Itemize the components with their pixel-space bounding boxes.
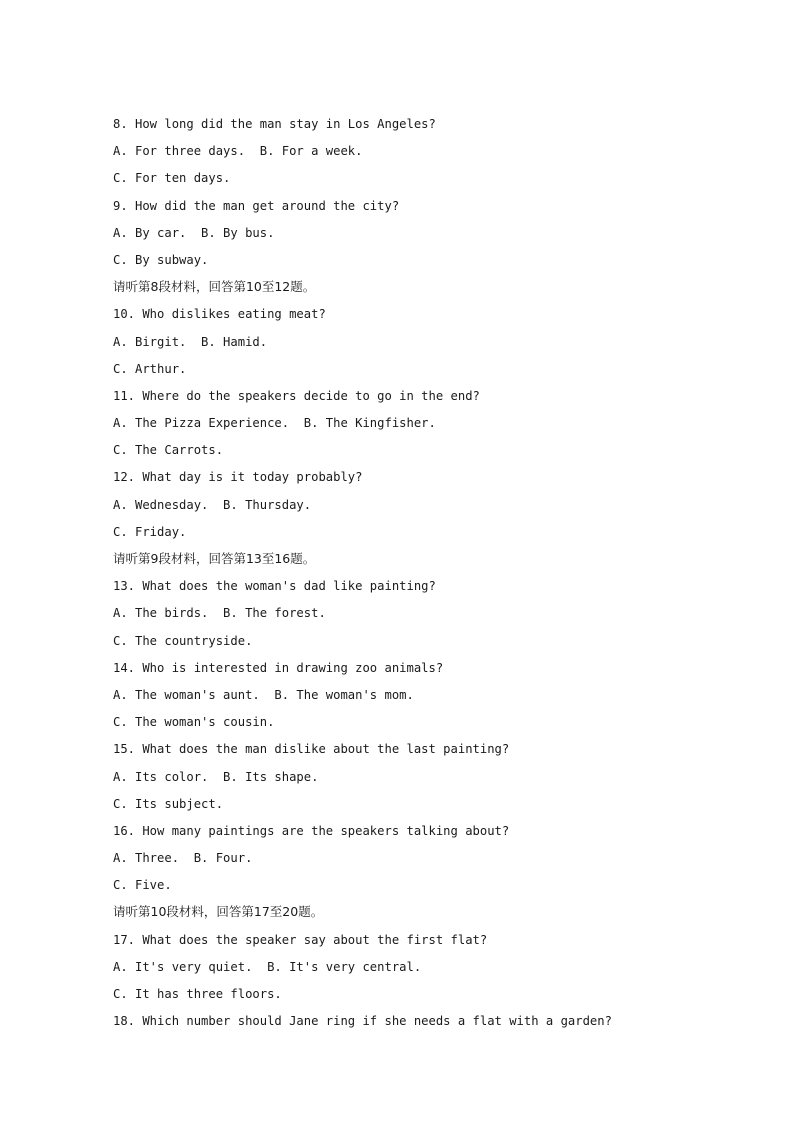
question-12-options-ab: A. Wednesday. B. Thursday. (113, 497, 312, 512)
section-instruction-8: 请听第8段材料，回答第10至12题。 (113, 279, 316, 295)
question-9: 9. How did the man get around the city? (113, 198, 400, 213)
question-8: 8. How long did the man stay in Los Angeles? (113, 117, 436, 131)
question-15: 15. What does the man dislike about the last painting? (113, 742, 510, 757)
question-13-option-c: C. The countryside. (113, 633, 253, 648)
question-9-options-ab: A. By car. B. By bus. (113, 225, 275, 240)
question-9-option-c: C. By subway. (113, 252, 209, 267)
section-instruction-10: 请听第10段材料，回答第17至20题。 (113, 904, 324, 920)
section-instruction-9: 请听第9段材料，回答第13至16题。 (113, 551, 316, 566)
question-12: 12. What day is it today probably? (113, 470, 363, 485)
question-15-options-ab: A. Its color. B. Its shape. (113, 769, 319, 784)
question-18: 18. Which number should Jane ring if she needs a flat with a garden? (113, 1014, 612, 1029)
question-16: 16. How many paintings are the speakers talking about? (113, 823, 510, 838)
question-13-options-ab: A. The birds. B. The forest. (113, 606, 326, 621)
question-16-options-ab: A. Three. B. Four. (113, 851, 253, 866)
question-10: 10. Who dislikes eating meat? (113, 307, 326, 322)
question-14-options-ab: A. The woman's aunt. B. The woman's mom. (113, 687, 414, 702)
document-page (113, 113, 713, 1037)
question-8-options-ab: A. For three days. B. For a week. (113, 144, 363, 159)
question-11-options-ab: A. The Pizza Experience. B. The Kingfisher. (113, 416, 436, 431)
question-17-option-c: C. It has three floors. (113, 987, 282, 1001)
question-15-option-c: C. Its subject. (113, 796, 224, 811)
question-14-option-c: C. The woman's cousin. (113, 715, 275, 730)
question-10-option-c: C. Arthur. (113, 361, 187, 376)
question-11: 11. Where do the speakers decide to go in the end? (113, 388, 480, 403)
question-17-options-ab: A. It's very quiet. B. It's very central. (113, 959, 422, 974)
question-11-option-c: C. The Carrots. (113, 443, 224, 458)
question-13: 13. What does the woman's dad like painting? (113, 579, 436, 594)
question-8-option-c: C. For ten days. (113, 171, 231, 186)
question-10-options-ab: A. Birgit. B. Hamid. (113, 334, 268, 349)
question-14: 14. Who is interested in drawing zoo animals? (113, 660, 444, 675)
question-12-option-c: C. Friday. (113, 524, 187, 539)
question-16-option-c: C. Five. (113, 878, 172, 893)
question-17: 17. What does the speaker say about the first flat? (113, 932, 488, 947)
